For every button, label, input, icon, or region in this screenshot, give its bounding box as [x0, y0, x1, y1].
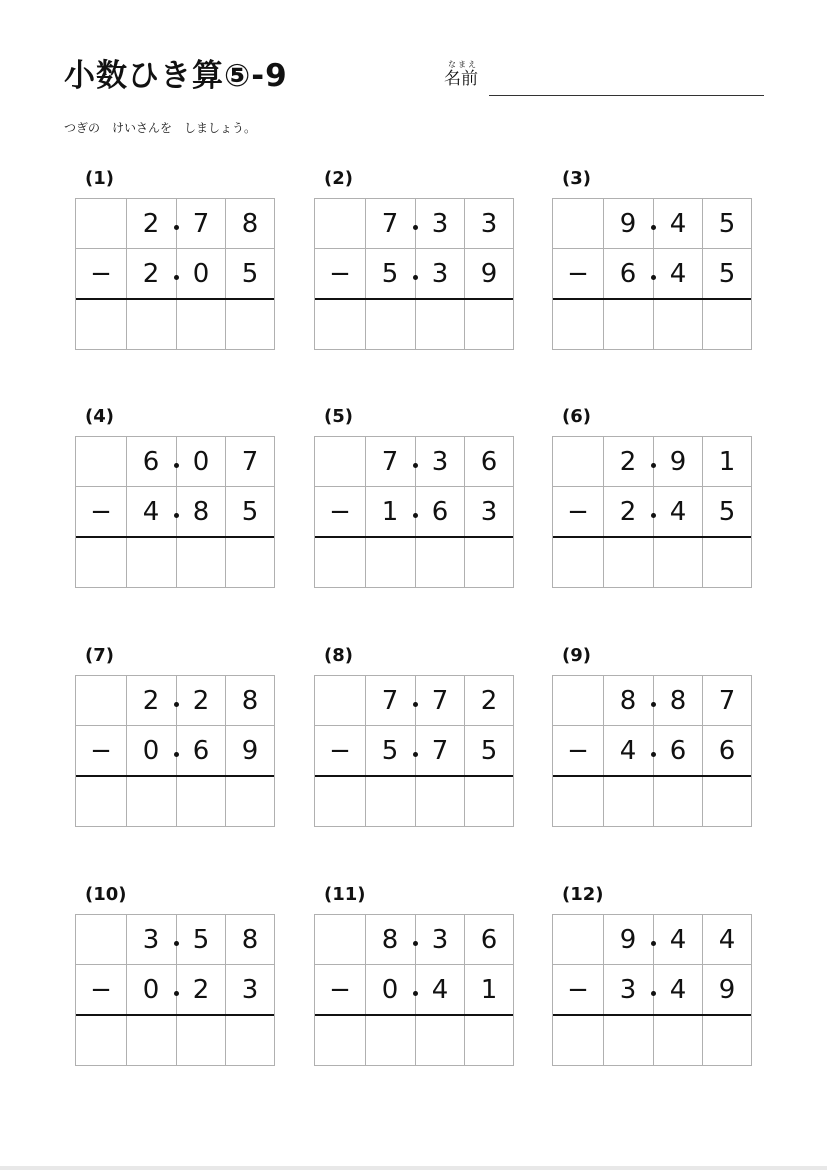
bottom-digit: 4 [619, 736, 637, 766]
answer-cell[interactable] [76, 300, 126, 349]
page-bottom-border [0, 1166, 827, 1170]
answer-cell[interactable] [415, 300, 465, 349]
top-digit: 8 [241, 925, 259, 955]
decimal-point [413, 752, 418, 757]
bottom-digit: 2 [142, 259, 160, 289]
subtraction-grid [314, 675, 514, 827]
top-digit: 2 [480, 686, 498, 716]
answer-cell[interactable] [653, 300, 703, 349]
answer-cell[interactable] [415, 1016, 465, 1065]
problem-number: (7) [85, 645, 114, 666]
minus-sign: − [90, 497, 112, 527]
problem-number: (2) [324, 168, 353, 189]
bottom-digit: 4 [142, 497, 160, 527]
decimal-point [651, 225, 656, 230]
page-title: 小数ひき算⑤-9 [64, 58, 288, 94]
answer-cell[interactable] [702, 777, 752, 826]
bottom-digit: 6 [619, 259, 637, 289]
top-digit: 2 [142, 209, 160, 239]
problem-6 [552, 406, 752, 588]
answer-cell[interactable] [225, 1016, 275, 1065]
answer-cell[interactable] [464, 300, 514, 349]
top-digit: 6 [480, 925, 498, 955]
decimal-point [174, 275, 179, 280]
decimal-point [413, 991, 418, 996]
top-digit: 6 [480, 447, 498, 477]
top-digit: 2 [619, 447, 637, 477]
bottom-digit: 2 [619, 497, 637, 527]
top-digit: 4 [669, 925, 687, 955]
answer-cell[interactable] [415, 777, 465, 826]
decimal-point [413, 702, 418, 707]
problem-8 [314, 645, 514, 827]
decimal-point [651, 702, 656, 707]
answer-cell[interactable] [553, 300, 603, 349]
top-digit: 8 [381, 925, 399, 955]
answer-cell[interactable] [653, 538, 703, 587]
answer-cell[interactable] [603, 300, 653, 349]
bottom-digit: 4 [669, 975, 687, 1005]
bottom-digit: 9 [480, 259, 498, 289]
top-digit: 7 [192, 209, 210, 239]
bottom-digit: 9 [241, 736, 259, 766]
answer-cell[interactable] [365, 1016, 415, 1065]
bottom-digit: 5 [718, 497, 736, 527]
minus-sign: − [567, 975, 589, 1005]
subtraction-grid [552, 675, 752, 827]
top-digit: 2 [142, 686, 160, 716]
subtraction-grid [75, 675, 275, 827]
name-ruby: なまえ [448, 60, 478, 69]
problem-1 [75, 168, 275, 350]
problem-number: (9) [562, 645, 591, 666]
answer-cell[interactable] [603, 1016, 653, 1065]
answer-cell[interactable] [553, 777, 603, 826]
decimal-point [651, 463, 656, 468]
top-digit: 5 [192, 925, 210, 955]
top-digit: 9 [619, 209, 637, 239]
bottom-digit: 4 [431, 975, 449, 1005]
problem-number: (5) [324, 406, 353, 427]
top-digit: 1 [718, 447, 736, 477]
problem-number: (1) [85, 168, 114, 189]
minus-sign: − [329, 497, 351, 527]
answer-cell[interactable] [415, 538, 465, 587]
decimal-point [174, 225, 179, 230]
top-digit: 9 [669, 447, 687, 477]
bottom-digit: 1 [381, 497, 399, 527]
bottom-digit: 8 [192, 497, 210, 527]
top-digit: 5 [718, 209, 736, 239]
answer-cell[interactable] [76, 1016, 126, 1065]
top-digit: 7 [241, 447, 259, 477]
problem-10 [75, 884, 275, 1066]
top-digit: 8 [619, 686, 637, 716]
decimal-point [413, 463, 418, 468]
top-digit: 6 [142, 447, 160, 477]
decimal-point [413, 275, 418, 280]
top-digit: 9 [619, 925, 637, 955]
bottom-digit: 0 [142, 975, 160, 1005]
answer-cell[interactable] [464, 538, 514, 587]
problem-3 [552, 168, 752, 350]
answer-cell[interactable] [553, 538, 603, 587]
answer-cell[interactable] [126, 300, 176, 349]
minus-sign: − [90, 259, 112, 289]
top-digit: 0 [192, 447, 210, 477]
answer-cell[interactable] [603, 777, 653, 826]
decimal-point [174, 752, 179, 757]
answer-cell[interactable] [365, 777, 415, 826]
top-digit: 3 [480, 209, 498, 239]
top-digit: 8 [241, 209, 259, 239]
answer-cell[interactable] [225, 300, 275, 349]
bottom-digit: 2 [192, 975, 210, 1005]
name-field-label [444, 60, 478, 89]
subtraction-grid [552, 198, 752, 350]
subtraction-grid [552, 436, 752, 588]
answer-cell[interactable] [702, 1016, 752, 1065]
answer-cell[interactable] [176, 538, 226, 587]
top-digit: 3 [431, 925, 449, 955]
subtraction-grid [75, 914, 275, 1066]
bottom-digit: 5 [381, 259, 399, 289]
subtraction-grid [75, 436, 275, 588]
problem-5 [314, 406, 514, 588]
bottom-digit: 0 [142, 736, 160, 766]
bottom-digit: 3 [241, 975, 259, 1005]
decimal-point [413, 225, 418, 230]
top-digit: 3 [142, 925, 160, 955]
answer-cell[interactable] [126, 538, 176, 587]
problem-9 [552, 645, 752, 827]
top-digit: 4 [669, 209, 687, 239]
top-digit: 7 [431, 686, 449, 716]
bottom-digit: 6 [431, 497, 449, 527]
top-digit: 3 [431, 447, 449, 477]
problem-number: (10) [85, 884, 127, 905]
bottom-digit: 9 [718, 975, 736, 1005]
answer-cell[interactable] [126, 1016, 176, 1065]
bottom-digit: 5 [381, 736, 399, 766]
instruction-text: つぎの けいさんを しましょう。 [64, 121, 257, 135]
bottom-digit: 6 [669, 736, 687, 766]
problem-number: (6) [562, 406, 591, 427]
bottom-digit: 4 [669, 497, 687, 527]
decimal-point [174, 941, 179, 946]
decimal-point [174, 513, 179, 518]
answer-cell[interactable] [464, 1016, 514, 1065]
problem-number: (3) [562, 168, 591, 189]
bottom-digit: 6 [192, 736, 210, 766]
subtraction-grid [314, 436, 514, 588]
answer-cell[interactable] [653, 777, 703, 826]
decimal-point [651, 513, 656, 518]
answer-cell[interactable] [315, 300, 365, 349]
answer-cell[interactable] [315, 1016, 365, 1065]
subtraction-grid [75, 198, 275, 350]
top-digit: 7 [381, 209, 399, 239]
bottom-digit: 0 [192, 259, 210, 289]
minus-sign: − [567, 497, 589, 527]
name-label: 名前 [444, 69, 478, 89]
answer-cell[interactable] [653, 1016, 703, 1065]
bottom-digit: 0 [381, 975, 399, 1005]
problem-12 [552, 884, 752, 1066]
answer-cell[interactable] [315, 538, 365, 587]
bottom-digit: 5 [718, 259, 736, 289]
bottom-digit: 6 [718, 736, 736, 766]
answer-cell[interactable] [76, 538, 126, 587]
decimal-point [651, 275, 656, 280]
bottom-digit: 1 [480, 975, 498, 1005]
bottom-digit: 3 [480, 497, 498, 527]
answer-cell[interactable] [225, 538, 275, 587]
problem-number: (11) [324, 884, 366, 905]
problem-7 [75, 645, 275, 827]
subtraction-grid [314, 914, 514, 1066]
decimal-point [651, 752, 656, 757]
decimal-point [413, 941, 418, 946]
decimal-point [413, 513, 418, 518]
answer-cell[interactable] [603, 538, 653, 587]
problem-number: (4) [85, 406, 114, 427]
minus-sign: − [90, 975, 112, 1005]
decimal-point [174, 991, 179, 996]
decimal-point [174, 463, 179, 468]
decimal-point [651, 991, 656, 996]
minus-sign: − [329, 736, 351, 766]
answer-cell[interactable] [553, 1016, 603, 1065]
answer-cell[interactable] [76, 777, 126, 826]
answer-cell[interactable] [365, 300, 415, 349]
top-digit: 8 [669, 686, 687, 716]
bottom-digit: 3 [431, 259, 449, 289]
minus-sign: − [329, 259, 351, 289]
problem-number: (12) [562, 884, 604, 905]
decimal-point [174, 702, 179, 707]
name-underline[interactable] [489, 95, 764, 96]
answer-cell[interactable] [702, 538, 752, 587]
minus-sign: − [567, 259, 589, 289]
bottom-digit: 5 [241, 259, 259, 289]
top-digit: 7 [381, 686, 399, 716]
answer-cell[interactable] [365, 538, 415, 587]
bottom-digit: 3 [619, 975, 637, 1005]
problem-number: (8) [324, 645, 353, 666]
answer-cell[interactable] [464, 777, 514, 826]
answer-cell[interactable] [702, 300, 752, 349]
answer-cell[interactable] [126, 777, 176, 826]
bottom-digit: 4 [669, 259, 687, 289]
problem-2 [314, 168, 514, 350]
answer-cell[interactable] [176, 300, 226, 349]
minus-sign: − [329, 975, 351, 1005]
top-digit: 4 [718, 925, 736, 955]
subtraction-grid [314, 198, 514, 350]
bottom-digit: 5 [241, 497, 259, 527]
minus-sign: − [90, 736, 112, 766]
top-digit: 8 [241, 686, 259, 716]
top-digit: 3 [431, 209, 449, 239]
answer-cell[interactable] [225, 777, 275, 826]
top-digit: 2 [192, 686, 210, 716]
answer-cell[interactable] [315, 777, 365, 826]
problem-4 [75, 406, 275, 588]
top-digit: 7 [381, 447, 399, 477]
decimal-point [651, 941, 656, 946]
answer-cell[interactable] [176, 777, 226, 826]
bottom-digit: 5 [480, 736, 498, 766]
minus-sign: − [567, 736, 589, 766]
answer-cell[interactable] [176, 1016, 226, 1065]
bottom-digit: 7 [431, 736, 449, 766]
top-digit: 7 [718, 686, 736, 716]
subtraction-grid [552, 914, 752, 1066]
problem-11 [314, 884, 514, 1066]
